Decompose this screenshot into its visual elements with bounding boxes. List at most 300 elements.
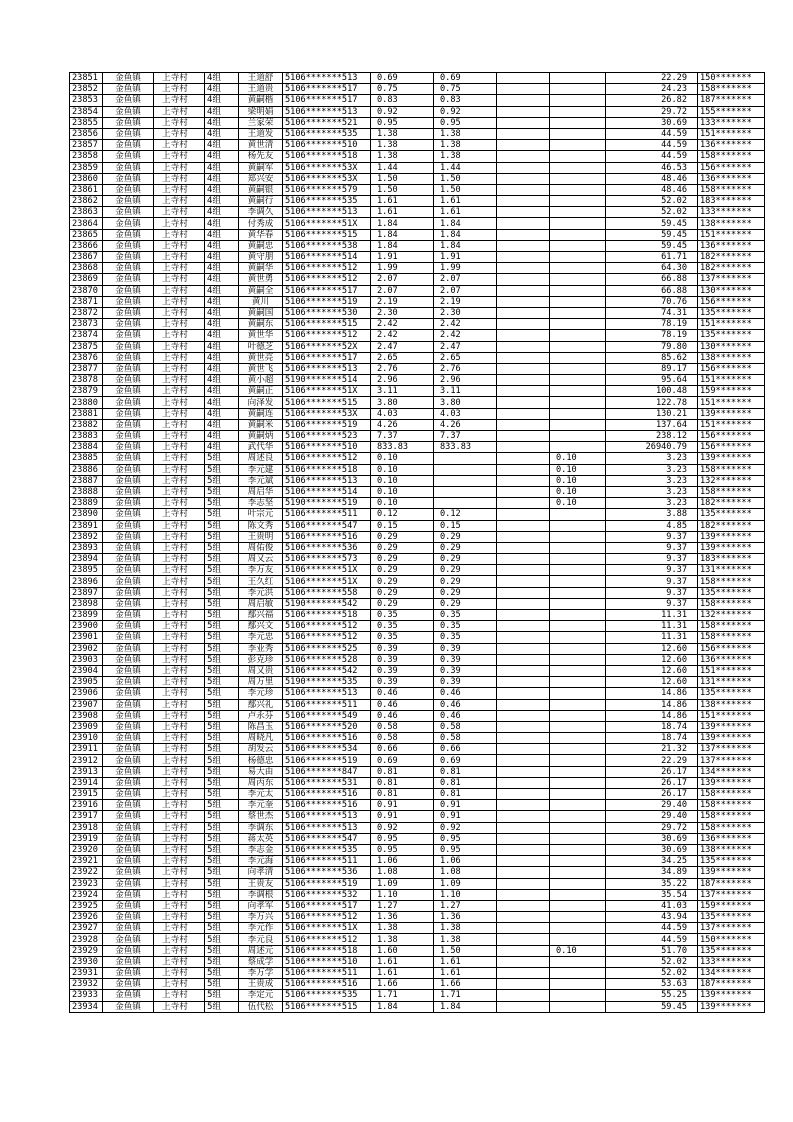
cell-name: 李元忠	[239, 632, 283, 643]
cell-village: 上寺村	[154, 486, 205, 497]
cell-area-b: 2.42	[434, 330, 497, 341]
data-table	[69, 72, 765, 1013]
cell-village: 上寺村	[154, 576, 205, 587]
cell-area-b	[434, 486, 497, 497]
cell-row-number: 23931	[70, 968, 103, 979]
cell-id-number: 5106*******511	[283, 856, 371, 867]
table-row	[70, 162, 765, 173]
table-row	[70, 822, 765, 833]
cell-group: 5组	[205, 934, 239, 945]
cell-town: 金鱼镇	[103, 811, 154, 822]
cell-village: 上寺村	[154, 509, 205, 520]
cell-area-d	[550, 431, 606, 442]
cell-amount: 3.23	[606, 475, 698, 486]
cell-phone: 158*******	[698, 800, 765, 811]
cell-phone: 136*******	[698, 833, 765, 844]
cell-amount: 26.17	[606, 766, 698, 777]
cell-group: 5组	[205, 900, 239, 911]
cell-name: 兰家荣	[239, 117, 283, 128]
cell-id-number: 5106*******52X	[283, 341, 371, 352]
cell-area-d	[550, 184, 606, 195]
cell-row-number: 23920	[70, 844, 103, 855]
cell-phone: 158*******	[698, 811, 765, 822]
cell-area-b: 0.92	[434, 106, 497, 117]
cell-area-d	[550, 677, 606, 688]
cell-area-d	[550, 95, 606, 106]
cell-group: 5组	[205, 755, 239, 766]
cell-town: 金鱼镇	[103, 375, 154, 386]
cell-area-d	[550, 509, 606, 520]
cell-town: 金鱼镇	[103, 721, 154, 732]
cell-row-number: 23926	[70, 912, 103, 923]
cell-group: 5组	[205, 822, 239, 833]
cell-amount: 51.70	[606, 945, 698, 956]
cell-village: 上寺村	[154, 1001, 205, 1012]
cell-area-a: 1.50	[371, 184, 434, 195]
cell-id-number: 5106*******513	[283, 688, 371, 699]
cell-amount: 35.54	[606, 889, 698, 900]
cell-row-number: 23872	[70, 307, 103, 318]
cell-id-number: 5106*******525	[283, 643, 371, 654]
table-row	[70, 352, 765, 363]
cell-town: 金鱼镇	[103, 867, 154, 878]
cell-area-c	[497, 363, 550, 374]
cell-area-c	[497, 945, 550, 956]
cell-area-c	[497, 196, 550, 207]
cell-area-b: 0.39	[434, 654, 497, 665]
cell-area-b: 0.29	[434, 531, 497, 542]
cell-area-b: 1.10	[434, 889, 497, 900]
cell-area-a: 1.36	[371, 912, 434, 923]
cell-id-number: 5190*******542	[283, 598, 371, 609]
cell-village: 上寺村	[154, 128, 205, 139]
cell-area-c	[497, 330, 550, 341]
cell-id-number: 5106*******53X	[283, 162, 371, 173]
cell-town: 金鱼镇	[103, 923, 154, 934]
cell-row-number: 23890	[70, 509, 103, 520]
cell-row-number: 23911	[70, 744, 103, 755]
cell-town: 金鱼镇	[103, 84, 154, 95]
cell-area-c	[497, 229, 550, 240]
cell-group: 5组	[205, 565, 239, 576]
table-row	[70, 73, 765, 84]
cell-town: 金鱼镇	[103, 598, 154, 609]
cell-name: 李志坚	[239, 498, 283, 509]
cell-area-a: 2.30	[371, 307, 434, 318]
cell-amount: 89.17	[606, 363, 698, 374]
cell-group: 4组	[205, 73, 239, 84]
cell-row-number: 23897	[70, 587, 103, 598]
cell-phone: 151*******	[698, 710, 765, 721]
cell-phone: 158*******	[698, 464, 765, 475]
cell-town: 金鱼镇	[103, 688, 154, 699]
cell-group: 5组	[205, 498, 239, 509]
cell-area-c	[497, 240, 550, 251]
cell-phone: 131*******	[698, 677, 765, 688]
cell-phone: 158*******	[698, 576, 765, 587]
cell-area-c	[497, 598, 550, 609]
cell-amount: 78.19	[606, 330, 698, 341]
cell-name: 黄嗣米	[239, 419, 283, 430]
cell-id-number: 5106*******515	[283, 1001, 371, 1012]
table-row	[70, 419, 765, 430]
cell-area-d	[550, 229, 606, 240]
cell-town: 金鱼镇	[103, 296, 154, 307]
cell-area-d	[550, 710, 606, 721]
cell-town: 金鱼镇	[103, 464, 154, 475]
cell-area-c	[497, 486, 550, 497]
cell-id-number: 5106*******514	[283, 486, 371, 497]
cell-village: 上寺村	[154, 800, 205, 811]
cell-town: 金鱼镇	[103, 587, 154, 598]
cell-area-c	[497, 789, 550, 800]
cell-town: 金鱼镇	[103, 486, 154, 497]
cell-village: 上寺村	[154, 207, 205, 218]
cell-area-d	[550, 240, 606, 251]
cell-name: 周启敏	[239, 598, 283, 609]
cell-area-d	[550, 296, 606, 307]
cell-area-a: 1.84	[371, 1001, 434, 1012]
cell-area-c	[497, 95, 550, 106]
cell-town: 金鱼镇	[103, 643, 154, 654]
cell-area-a: 0.29	[371, 542, 434, 553]
cell-area-b: 0.46	[434, 710, 497, 721]
cell-phone: 182*******	[698, 498, 765, 509]
cell-group: 5组	[205, 699, 239, 710]
cell-group: 4组	[205, 419, 239, 430]
cell-area-d	[550, 990, 606, 1001]
cell-row-number: 23863	[70, 207, 103, 218]
cell-area-a: 0.39	[371, 643, 434, 654]
cell-village: 上寺村	[154, 218, 205, 229]
cell-group: 5组	[205, 643, 239, 654]
cell-area-b: 1.38	[434, 151, 497, 162]
cell-village: 上寺村	[154, 73, 205, 84]
cell-id-number: 5106*******519	[283, 755, 371, 766]
cell-group: 4组	[205, 252, 239, 263]
cell-phone: 187*******	[698, 95, 765, 106]
cell-area-a: 1.71	[371, 990, 434, 1001]
cell-area-a: 1.66	[371, 979, 434, 990]
cell-amount: 26940.79	[606, 442, 698, 453]
cell-row-number: 23892	[70, 531, 103, 542]
cell-phone: 135*******	[698, 587, 765, 598]
table-row	[70, 453, 765, 464]
cell-area-b: 1.61	[434, 956, 497, 967]
cell-area-d	[550, 285, 606, 296]
cell-area-a: 2.07	[371, 285, 434, 296]
cell-amount: 59.45	[606, 229, 698, 240]
cell-village: 上寺村	[154, 464, 205, 475]
table-row	[70, 386, 765, 397]
cell-village: 上寺村	[154, 665, 205, 676]
cell-amount: 52.02	[606, 196, 698, 207]
cell-name: 黄嗣正	[239, 386, 283, 397]
cell-town: 金鱼镇	[103, 531, 154, 542]
cell-area-d	[550, 889, 606, 900]
cell-phone: 139*******	[698, 733, 765, 744]
cell-name: 王久红	[239, 576, 283, 587]
cell-area-d	[550, 856, 606, 867]
cell-id-number: 5106*******53X	[283, 408, 371, 419]
cell-row-number: 23915	[70, 789, 103, 800]
cell-area-c	[497, 498, 550, 509]
cell-town: 金鱼镇	[103, 207, 154, 218]
cell-area-c	[497, 73, 550, 84]
cell-phone: 132*******	[698, 610, 765, 621]
cell-area-a: 4.03	[371, 408, 434, 419]
cell-town: 金鱼镇	[103, 878, 154, 889]
cell-phone: 183*******	[698, 196, 765, 207]
cell-town: 金鱼镇	[103, 453, 154, 464]
cell-row-number: 23856	[70, 128, 103, 139]
cell-group: 4组	[205, 363, 239, 374]
cell-name: 李志金	[239, 844, 283, 855]
table-row	[70, 766, 765, 777]
cell-phone: 187*******	[698, 878, 765, 889]
cell-area-d	[550, 777, 606, 788]
cell-group: 5组	[205, 475, 239, 486]
cell-phone: 139*******	[698, 867, 765, 878]
cell-village: 上寺村	[154, 162, 205, 173]
cell-name: 李业秀	[239, 643, 283, 654]
cell-town: 金鱼镇	[103, 990, 154, 1001]
cell-town: 金鱼镇	[103, 263, 154, 274]
cell-row-number: 23884	[70, 442, 103, 453]
cell-town: 金鱼镇	[103, 128, 154, 139]
cell-id-number: 5106*******513	[283, 822, 371, 833]
cell-group: 4组	[205, 240, 239, 251]
cell-area-d	[550, 800, 606, 811]
cell-phone: 158*******	[698, 486, 765, 497]
cell-row-number: 23867	[70, 252, 103, 263]
cell-town: 金鱼镇	[103, 442, 154, 453]
cell-town: 金鱼镇	[103, 117, 154, 128]
cell-row-number: 23857	[70, 140, 103, 151]
cell-area-d	[550, 554, 606, 565]
cell-id-number: 5106*******538	[283, 240, 371, 251]
cell-area-b: 1.66	[434, 979, 497, 990]
cell-name: 向孝清	[239, 867, 283, 878]
cell-phone: 137*******	[698, 755, 765, 766]
cell-area-a: 1.38	[371, 923, 434, 934]
cell-area-b: 1.38	[434, 140, 497, 151]
cell-area-b: 0.95	[434, 844, 497, 855]
cell-group: 5组	[205, 554, 239, 565]
cell-area-c	[497, 542, 550, 553]
cell-area-a: 0.29	[371, 554, 434, 565]
cell-area-d	[550, 621, 606, 632]
cell-name: 周述元	[239, 945, 283, 956]
cell-town: 金鱼镇	[103, 274, 154, 285]
cell-name: 黄世清	[239, 140, 283, 151]
cell-phone: 158*******	[698, 822, 765, 833]
table-row	[70, 486, 765, 497]
cell-amount: 21.32	[606, 744, 698, 755]
cell-amount: 44.59	[606, 128, 698, 139]
cell-area-d	[550, 576, 606, 587]
cell-town: 金鱼镇	[103, 979, 154, 990]
cell-town: 金鱼镇	[103, 654, 154, 665]
cell-group: 5组	[205, 509, 239, 520]
table-row	[70, 912, 765, 923]
cell-village: 上寺村	[154, 363, 205, 374]
cell-row-number: 23879	[70, 386, 103, 397]
cell-area-d	[550, 140, 606, 151]
table-row	[70, 598, 765, 609]
cell-group: 5组	[205, 621, 239, 632]
cell-village: 上寺村	[154, 979, 205, 990]
cell-area-b: 1.71	[434, 990, 497, 1001]
cell-phone: 150*******	[698, 73, 765, 84]
cell-area-a: 0.29	[371, 587, 434, 598]
cell-row-number: 23870	[70, 285, 103, 296]
table-row	[70, 654, 765, 665]
table-row	[70, 431, 765, 442]
cell-village: 上寺村	[154, 319, 205, 330]
cell-area-d	[550, 968, 606, 979]
cell-phone: 151*******	[698, 319, 765, 330]
cell-area-d	[550, 117, 606, 128]
cell-area-a: 0.29	[371, 576, 434, 587]
cell-area-c	[497, 117, 550, 128]
cell-village: 上寺村	[154, 498, 205, 509]
cell-village: 上寺村	[154, 677, 205, 688]
cell-area-c	[497, 1001, 550, 1012]
cell-area-c	[497, 766, 550, 777]
cell-amount: 14.86	[606, 688, 698, 699]
cell-area-b: 1.61	[434, 207, 497, 218]
cell-row-number: 23886	[70, 464, 103, 475]
cell-group: 5组	[205, 833, 239, 844]
cell-town: 金鱼镇	[103, 710, 154, 721]
cell-name: 黄嗣连	[239, 408, 283, 419]
cell-row-number: 23916	[70, 800, 103, 811]
cell-town: 金鱼镇	[103, 352, 154, 363]
cell-town: 金鱼镇	[103, 341, 154, 352]
cell-id-number: 5106*******530	[283, 307, 371, 318]
table-row	[70, 587, 765, 598]
cell-group: 4组	[205, 173, 239, 184]
cell-area-c	[497, 218, 550, 229]
table-row	[70, 509, 765, 520]
cell-area-a: 0.15	[371, 520, 434, 531]
cell-id-number: 5106*******542	[283, 665, 371, 676]
cell-name: 叶德芝	[239, 341, 283, 352]
cell-amount: 95.64	[606, 375, 698, 386]
table-row	[70, 621, 765, 632]
cell-area-b: 0.15	[434, 520, 497, 531]
cell-town: 金鱼镇	[103, 744, 154, 755]
cell-area-b: 0.39	[434, 665, 497, 676]
cell-area-d	[550, 363, 606, 374]
cell-town: 金鱼镇	[103, 856, 154, 867]
cell-area-b: 0.35	[434, 621, 497, 632]
cell-name: 鄢兴文	[239, 621, 283, 632]
cell-group: 5组	[205, 576, 239, 587]
cell-phone: 159*******	[698, 900, 765, 911]
cell-area-a: 0.91	[371, 800, 434, 811]
cell-group: 4组	[205, 442, 239, 453]
cell-area-b: 1.50	[434, 184, 497, 195]
cell-amount: 11.31	[606, 610, 698, 621]
cell-area-c	[497, 867, 550, 878]
cell-id-number: 5106*******521	[283, 117, 371, 128]
cell-town: 金鱼镇	[103, 1001, 154, 1012]
cell-group: 5组	[205, 956, 239, 967]
cell-area-b: 1.44	[434, 162, 497, 173]
cell-phone: 139*******	[698, 542, 765, 553]
cell-area-d	[550, 330, 606, 341]
cell-area-c	[497, 923, 550, 934]
cell-id-number: 5106*******517	[283, 285, 371, 296]
cell-amount: 30.69	[606, 117, 698, 128]
cell-amount: 3.88	[606, 509, 698, 520]
cell-name: 武代华	[239, 442, 283, 453]
cell-area-c	[497, 341, 550, 352]
cell-village: 上寺村	[154, 352, 205, 363]
cell-area-a: 0.91	[371, 811, 434, 822]
cell-village: 上寺村	[154, 520, 205, 531]
table-row	[70, 140, 765, 151]
cell-area-c	[497, 665, 550, 676]
cell-village: 上寺村	[154, 285, 205, 296]
cell-area-b: 0.58	[434, 721, 497, 732]
cell-area-a: 2.96	[371, 375, 434, 386]
table-row	[70, 900, 765, 911]
cell-phone: 135*******	[698, 688, 765, 699]
cell-area-b: 0.58	[434, 733, 497, 744]
cell-area-d	[550, 699, 606, 710]
cell-group: 5组	[205, 777, 239, 788]
cell-area-d	[550, 531, 606, 542]
cell-area-c	[497, 408, 550, 419]
cell-village: 上寺村	[154, 475, 205, 486]
cell-group: 4组	[205, 218, 239, 229]
cell-name: 黄嗣东	[239, 319, 283, 330]
cell-id-number: 5106*******523	[283, 431, 371, 442]
cell-name: 向泽发	[239, 397, 283, 408]
cell-town: 金鱼镇	[103, 173, 154, 184]
cell-area-a: 0.29	[371, 531, 434, 542]
cell-area-b: 1.38	[434, 923, 497, 934]
cell-amount: 9.37	[606, 576, 698, 587]
cell-row-number: 23904	[70, 665, 103, 676]
cell-id-number: 5106*******513	[283, 363, 371, 374]
cell-group: 4组	[205, 319, 239, 330]
table-row	[70, 721, 765, 732]
cell-area-c	[497, 733, 550, 744]
cell-row-number: 23919	[70, 833, 103, 844]
cell-group: 5组	[205, 923, 239, 934]
cell-area-a: 1.38	[371, 140, 434, 151]
cell-town: 金鱼镇	[103, 140, 154, 151]
cell-name: 黄世亮	[239, 352, 283, 363]
cell-area-b: 0.75	[434, 84, 497, 95]
cell-id-number: 5106*******512	[283, 453, 371, 464]
cell-id-number: 5106*******520	[283, 721, 371, 732]
cell-row-number: 23923	[70, 878, 103, 889]
cell-phone: 151*******	[698, 419, 765, 430]
cell-area-a: 2.42	[371, 330, 434, 341]
cell-group: 4组	[205, 341, 239, 352]
cell-row-number: 23869	[70, 274, 103, 285]
cell-id-number: 5106*******512	[283, 330, 371, 341]
table-row	[70, 923, 765, 934]
table-row	[70, 84, 765, 95]
cell-town: 金鱼镇	[103, 431, 154, 442]
cell-id-number: 5190*******519	[283, 498, 371, 509]
